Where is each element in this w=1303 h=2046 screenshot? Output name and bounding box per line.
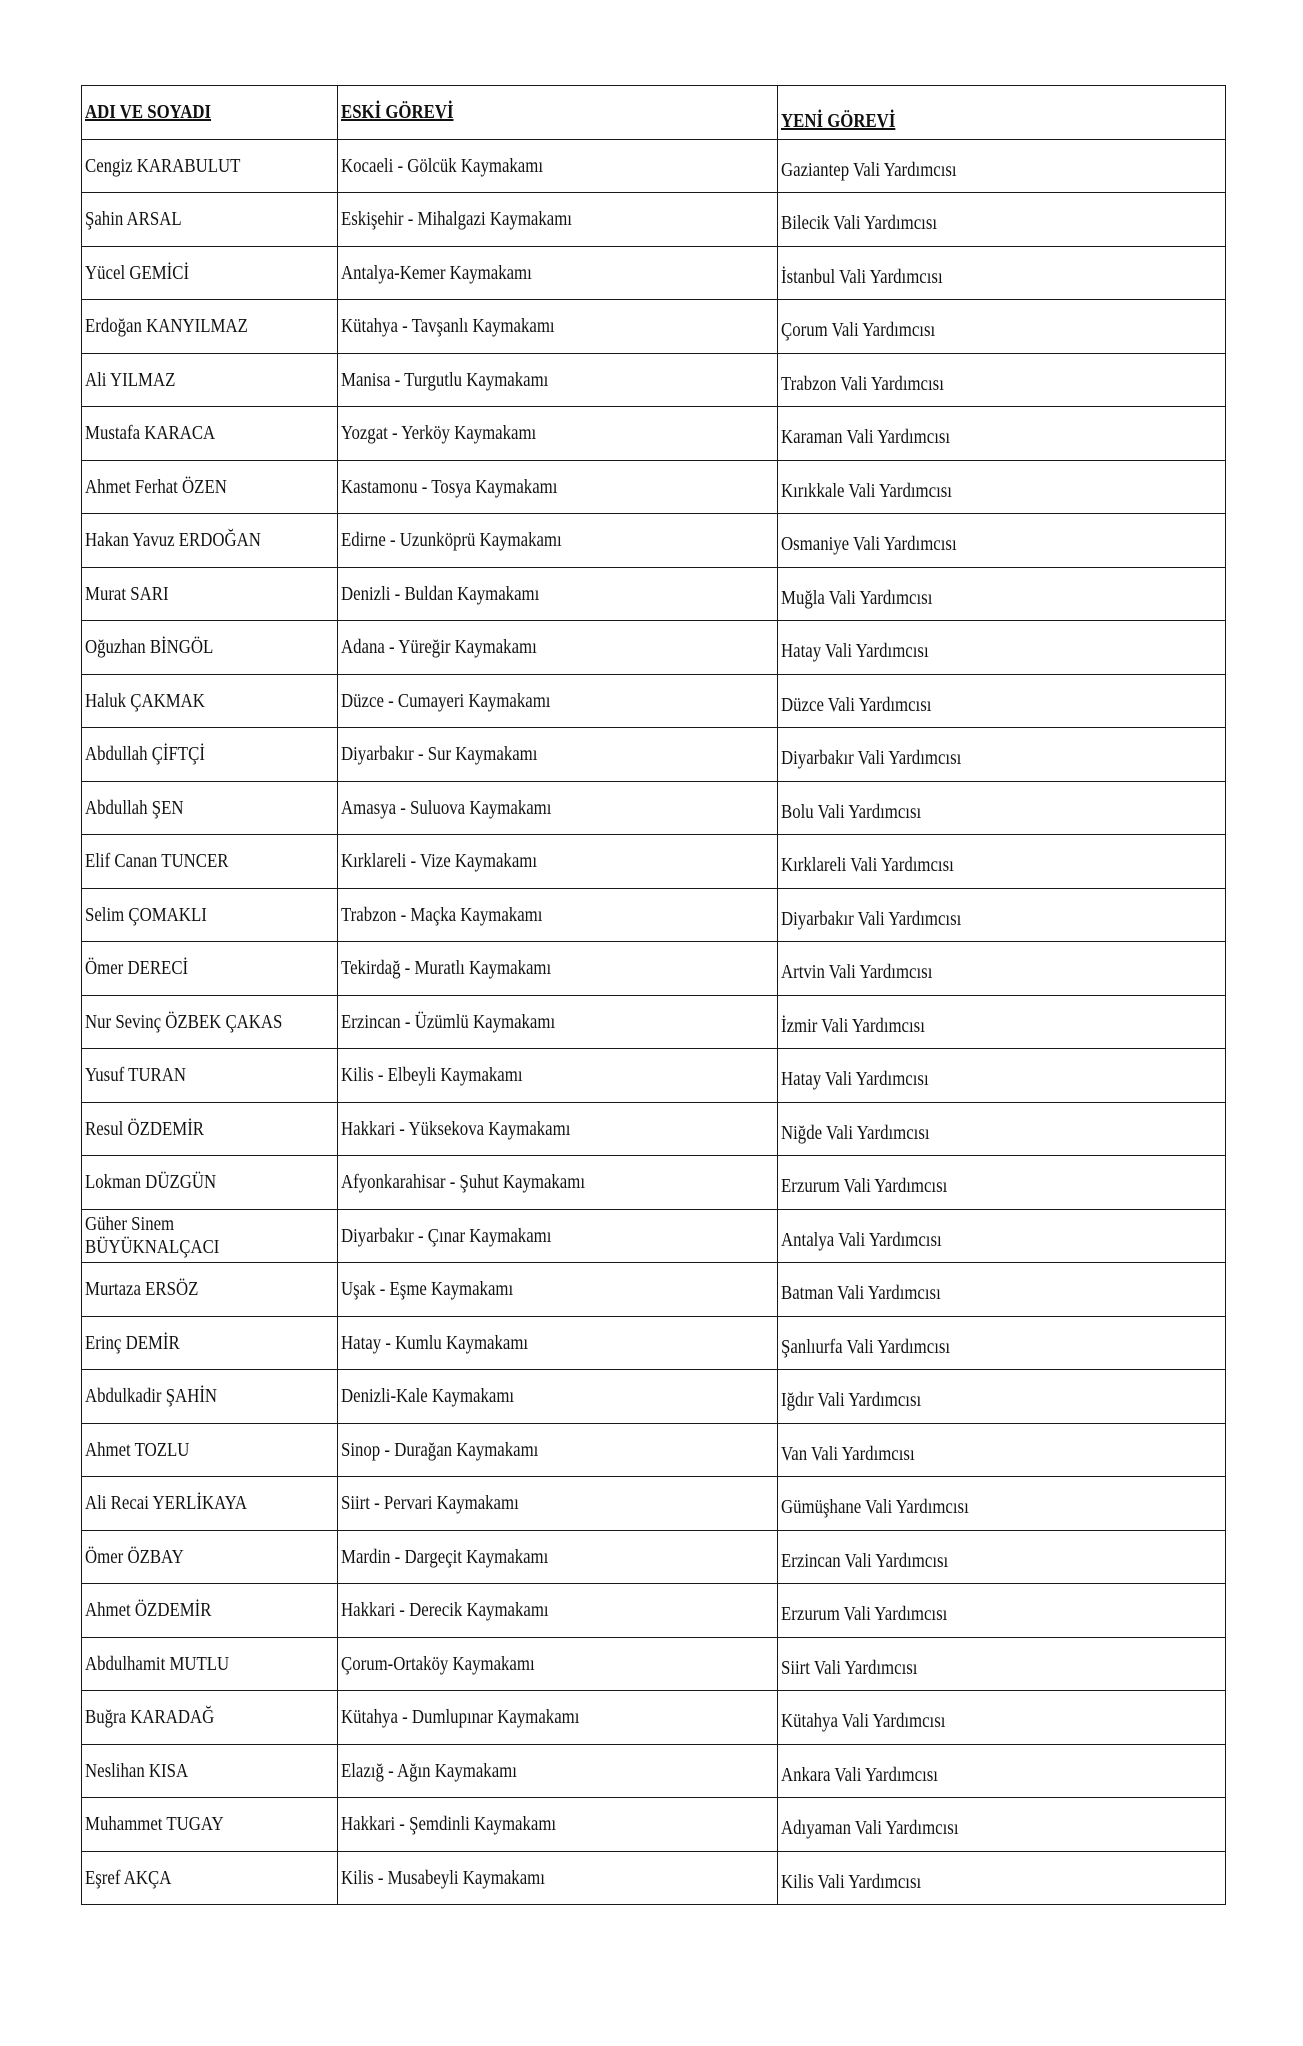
new-post-cell-text: Hatay Vali Yardımcısı [781,640,929,663]
new-post-cell [778,1156,1226,1210]
header-old-post-label: ESKİ GÖREVİ [341,101,454,124]
old-post-cell [338,567,778,621]
old-post-cell [338,300,778,354]
new-post-cell [778,300,1226,354]
table-row [82,995,1226,1049]
new-post-cell [778,1744,1226,1798]
new-post-cell-text: Düzce Vali Yardımcısı [781,693,932,716]
name-cell [82,353,338,407]
name-cell [82,888,338,942]
name-cell [82,781,338,835]
name-cell-text: Yusuf TURAN [85,1064,186,1087]
old-post-cell [338,1263,778,1317]
name-cell [82,728,338,782]
old-post-cell [338,1744,778,1798]
name-cell-text: Ali YILMAZ [85,368,176,391]
new-post-cell [778,1209,1226,1263]
new-post-cell [778,460,1226,514]
table-row [82,1209,1226,1263]
old-post-cell-text: Siirt - Pervari Kaymakamı [341,1492,519,1515]
old-post-cell [338,1851,778,1905]
old-post-cell-text: Edirne - Uzunköprü Kaymakamı [341,529,562,552]
old-post-cell [338,246,778,300]
new-post-cell [778,835,1226,889]
table-row [82,1851,1226,1905]
new-post-cell-text: Trabzon Vali Yardımcısı [781,372,944,395]
old-post-cell-text: Manisa - Turgutlu Kaymakamı [341,368,549,391]
new-post-cell-text: Hatay Vali Yardımcısı [781,1068,929,1091]
old-post-cell [338,835,778,889]
old-post-cell-text: Kilis - Elbeyli Kaymakamı [341,1064,523,1087]
new-post-cell [778,353,1226,407]
old-post-cell-text: Adana - Yüreğir Kaymakamı [341,636,537,659]
old-post-cell-text: Diyarbakır - Sur Kaymakamı [341,743,538,766]
old-post-cell [338,1316,778,1370]
name-cell-text: Neslihan KISA [85,1759,189,1782]
new-post-cell [778,942,1226,996]
old-post-cell-text: Eskişehir - Mihalgazi Kaymakamı [341,208,572,231]
new-post-cell-text: Ankara Vali Yardımcısı [781,1763,938,1786]
name-cell [82,246,338,300]
old-post-cell [338,1102,778,1156]
name-cell [82,407,338,461]
new-post-cell [778,674,1226,728]
table-row [82,1102,1226,1156]
table-row [82,1744,1226,1798]
old-post-cell-text: Kocaeli - Gölcük Kaymakamı [341,154,543,177]
table-row [82,193,1226,247]
new-post-cell [778,1530,1226,1584]
old-post-cell-text: Sinop - Durağan Kaymakamı [341,1438,539,1461]
name-cell [82,1477,338,1531]
header-name-label: ADI VE SOYADI [85,101,212,124]
new-post-cell-text: Erzincan Vali Yardımcısı [781,1549,949,1572]
old-post-cell-text: Elazığ - Ağın Kaymakamı [341,1759,517,1782]
name-cell [82,1744,338,1798]
name-cell [82,1049,338,1103]
table-row [82,835,1226,889]
name-cell-text: Mustafa KARACA [85,422,216,445]
new-post-cell-text: Gaziantep Vali Yardımcısı [781,158,957,181]
table-row [82,888,1226,942]
name-cell [82,139,338,193]
name-cell-text: Güher Sinem BÜYÜKNALÇACI [85,1212,220,1258]
name-cell [82,674,338,728]
name-cell-text: Ahmet Ferhat ÖZEN [85,475,227,498]
table-row [82,139,1226,193]
name-cell-text: Murtaza ERSÖZ [85,1278,199,1301]
name-cell-text: Selim ÇOMAKLI [85,903,207,926]
new-post-cell-text: Erzurum Vali Yardımcısı [781,1603,948,1626]
new-post-cell [778,1584,1226,1638]
name-cell-text: Hakan Yavuz ERDOĞAN [85,529,261,552]
name-cell [82,1423,338,1477]
old-post-cell [338,674,778,728]
name-cell-text: Abdullah ÇİFTÇİ [85,743,205,766]
table-row [82,1691,1226,1745]
old-post-cell-text: Kırklareli - Vize Kaymakamı [341,850,538,873]
name-cell [82,1798,338,1852]
old-post-cell-text: Trabzon - Maçka Kaymakamı [341,903,543,926]
new-post-cell [778,514,1226,568]
old-post-cell [338,942,778,996]
new-post-cell-text: İstanbul Vali Yardımcısı [781,265,943,288]
name-cell [82,1851,338,1905]
table-row [82,621,1226,675]
new-post-cell-text: Iğdır Vali Yardımcısı [781,1389,922,1412]
old-post-cell-text: Hatay - Kumlu Kaymakamı [341,1331,529,1354]
new-post-cell [778,1637,1226,1691]
name-cell [82,1263,338,1317]
table-header-row [82,86,1226,140]
name-cell-text: Ali Recai YERLİKAYA [85,1492,248,1515]
name-cell-text: Murat SARI [85,582,169,605]
old-post-cell-text: Kilis - Musabeyli Kaymakamı [341,1866,545,1889]
table-row [82,1316,1226,1370]
new-post-cell [778,1477,1226,1531]
old-post-cell-text: Erzincan - Üzümlü Kaymakamı [341,1010,556,1033]
new-post-cell [778,139,1226,193]
new-post-cell-text: Karaman Vali Yardımcısı [781,426,951,449]
new-post-cell-text: Adıyaman Vali Yardımcısı [781,1817,959,1840]
table-row [82,1263,1226,1317]
table-row [82,567,1226,621]
new-post-cell-text: Diyarbakır Vali Yardımcısı [781,907,962,930]
name-cell-text: Ömer ÖZBAY [85,1545,184,1568]
name-cell [82,1370,338,1424]
name-cell-text: Erinç DEMİR [85,1331,180,1354]
old-post-cell [338,1370,778,1424]
name-cell-text: Cengiz KARABULUT [85,154,241,177]
table-row [82,407,1226,461]
table-row [82,674,1226,728]
old-post-cell-text: Hakkari - Derecik Kaymakamı [341,1599,549,1622]
name-cell-text: Lokman DÜZGÜN [85,1171,217,1194]
appointments-table [81,85,1226,1905]
table-row [82,1530,1226,1584]
new-post-cell [778,888,1226,942]
new-post-cell-text: Çorum Vali Yardımcısı [781,319,936,342]
table-row [82,514,1226,568]
table-row [82,460,1226,514]
name-cell [82,621,338,675]
old-post-cell-text: Hakkari - Yüksekova Kaymakamı [341,1117,571,1140]
old-post-cell-text: Yozgat - Yerköy Kaymakamı [341,422,537,445]
old-post-cell [338,1798,778,1852]
table-row [82,300,1226,354]
new-post-cell [778,1049,1226,1103]
name-cell [82,1102,338,1156]
table-row [82,781,1226,835]
name-cell-text: Resul ÖZDEMİR [85,1117,205,1140]
old-post-cell [338,1477,778,1531]
new-post-cell-text: Erzurum Vali Yardımcısı [781,1175,948,1198]
name-cell [82,567,338,621]
old-post-cell-text: Kütahya - Tavşanlı Kaymakamı [341,315,555,338]
new-post-cell [778,407,1226,461]
old-post-cell [338,781,778,835]
table-row [82,1637,1226,1691]
new-post-cell [778,567,1226,621]
name-cell-text: Abdullah ŞEN [85,796,184,819]
old-post-cell [338,1691,778,1745]
old-post-cell [338,888,778,942]
new-post-cell [778,246,1226,300]
old-post-cell [338,139,778,193]
old-post-cell-text: Kastamonu - Tosya Kaymakamı [341,475,558,498]
old-post-cell [338,1209,778,1263]
old-post-cell [338,514,778,568]
old-post-cell [338,353,778,407]
name-cell-text: Erdoğan KANYILMAZ [85,315,248,338]
new-post-cell-text: Kırklareli Vali Yardımcısı [781,854,954,877]
new-post-cell-text: Artvin Vali Yardımcısı [781,961,933,984]
new-post-cell [778,1851,1226,1905]
new-post-cell [778,1423,1226,1477]
old-post-cell-text: Diyarbakır - Çınar Kaymakamı [341,1224,552,1247]
new-post-cell [778,1263,1226,1317]
name-cell [82,193,338,247]
old-post-cell-text: Denizli-Kale Kaymakamı [341,1385,515,1408]
new-post-cell-text: Şanlıurfa Vali Yardımcısı [781,1335,951,1358]
name-cell [82,514,338,568]
new-post-cell [778,621,1226,675]
new-post-cell-text: Antalya Vali Yardımcısı [781,1228,942,1251]
new-post-cell [778,995,1226,1049]
old-post-cell-text: Denizli - Buldan Kaymakamı [341,582,540,605]
header-new-post-label: YENİ GÖREVİ [781,110,896,133]
old-post-cell [338,1049,778,1103]
new-post-cell-text: Gümüşhane Vali Yardımcısı [781,1496,969,1519]
name-cell-text: Abdulhamit MUTLU [85,1652,230,1675]
old-post-cell [338,407,778,461]
table-row [82,1423,1226,1477]
old-post-cell-text: Tekirdağ - Muratlı Kaymakamı [341,957,552,980]
name-cell-text: Abdulkadir ŞAHİN [85,1385,218,1408]
old-post-cell [338,621,778,675]
old-post-cell [338,1530,778,1584]
new-post-cell-text: Niğde Vali Yardımcısı [781,1121,930,1144]
old-post-cell-text: Afyonkarahisar - Şuhut Kaymakamı [341,1171,586,1194]
name-cell-text: Nur Sevinç ÖZBEK ÇAKAS [85,1010,283,1033]
old-post-cell [338,1156,778,1210]
name-cell-text: Oğuzhan BİNGÖL [85,636,214,659]
name-cell [82,995,338,1049]
new-post-cell-text: Van Vali Yardımcısı [781,1442,915,1465]
new-post-cell [778,1691,1226,1745]
new-post-cell [778,1370,1226,1424]
table-row [82,1584,1226,1638]
new-post-cell-text: Kilis Vali Yardımcısı [781,1870,922,1893]
name-cell-text: Haluk ÇAKMAK [85,689,205,712]
name-cell [82,1637,338,1691]
name-cell [82,1530,338,1584]
old-post-cell-text: Antalya-Kemer Kaymakamı [341,261,532,284]
new-post-cell-text: Kütahya Vali Yardımcısı [781,1710,946,1733]
name-cell-text: Eşref AKÇA [85,1866,172,1889]
table-row [82,353,1226,407]
old-post-cell [338,995,778,1049]
name-cell-text: Ömer DERECİ [85,957,189,980]
table-row [82,1370,1226,1424]
old-post-cell-text: Hakkari - Şemdinli Kaymakamı [341,1813,557,1836]
name-cell-text: Ahmet TOZLU [85,1438,190,1461]
name-cell [82,460,338,514]
new-post-cell-text: Diyarbakır Vali Yardımcısı [781,747,962,770]
name-cell [82,942,338,996]
old-post-cell [338,1584,778,1638]
name-cell [82,1691,338,1745]
new-post-cell-text: İzmir Vali Yardımcısı [781,1014,925,1037]
header-old-post [338,86,778,140]
table-row [82,1049,1226,1103]
name-cell-text: Muhammet TUGAY [85,1813,224,1836]
new-post-cell-text: Batman Vali Yardımcısı [781,1282,941,1305]
name-cell-text: Elif Canan TUNCER [85,850,229,873]
name-cell-text: Yücel GEMİCİ [85,261,190,284]
table-row [82,1798,1226,1852]
old-post-cell-text: Uşak - Eşme Kaymakamı [341,1278,514,1301]
header-name [82,86,338,140]
name-cell [82,1156,338,1210]
old-post-cell-text: Düzce - Cumayeri Kaymakamı [341,689,551,712]
old-post-cell [338,1423,778,1477]
new-post-cell-text: Muğla Vali Yardımcısı [781,586,933,609]
name-cell-text: Şahin ARSAL [85,208,182,231]
new-post-cell-text: Bilecik Vali Yardımcısı [781,212,938,235]
new-post-cell-text: Kırıkkale Vali Yardımcısı [781,479,952,502]
name-cell [82,1209,338,1263]
old-post-cell-text: Amasya - Suluova Kaymakamı [341,796,552,819]
new-post-cell [778,1102,1226,1156]
name-cell [82,1584,338,1638]
table-row [82,1477,1226,1531]
new-post-cell-text: Bolu Vali Yardımcısı [781,800,922,823]
table-row [82,942,1226,996]
new-post-cell-text: Osmaniye Vali Yardımcısı [781,533,957,556]
new-post-cell [778,1316,1226,1370]
new-post-cell [778,1798,1226,1852]
old-post-cell [338,460,778,514]
name-cell [82,1316,338,1370]
old-post-cell-text: Kütahya - Dumlupınar Kaymakamı [341,1706,580,1729]
table-row [82,1156,1226,1210]
name-cell [82,835,338,889]
table-row [82,246,1226,300]
name-cell-text: Buğra KARADAĞ [85,1706,215,1729]
table-body [82,139,1226,1905]
name-cell [82,300,338,354]
new-post-cell [778,193,1226,247]
old-post-cell-text: Çorum-Ortaköy Kaymakamı [341,1652,535,1675]
old-post-cell [338,728,778,782]
new-post-cell [778,728,1226,782]
name-cell-text: Ahmet ÖZDEMİR [85,1599,212,1622]
table-row [82,728,1226,782]
new-post-cell-text: Siirt Vali Yardımcısı [781,1656,918,1679]
old-post-cell [338,193,778,247]
old-post-cell [338,1637,778,1691]
new-post-cell [778,781,1226,835]
header-new-post [778,86,1226,140]
old-post-cell-text: Mardin - Dargeçit Kaymakamı [341,1545,549,1568]
